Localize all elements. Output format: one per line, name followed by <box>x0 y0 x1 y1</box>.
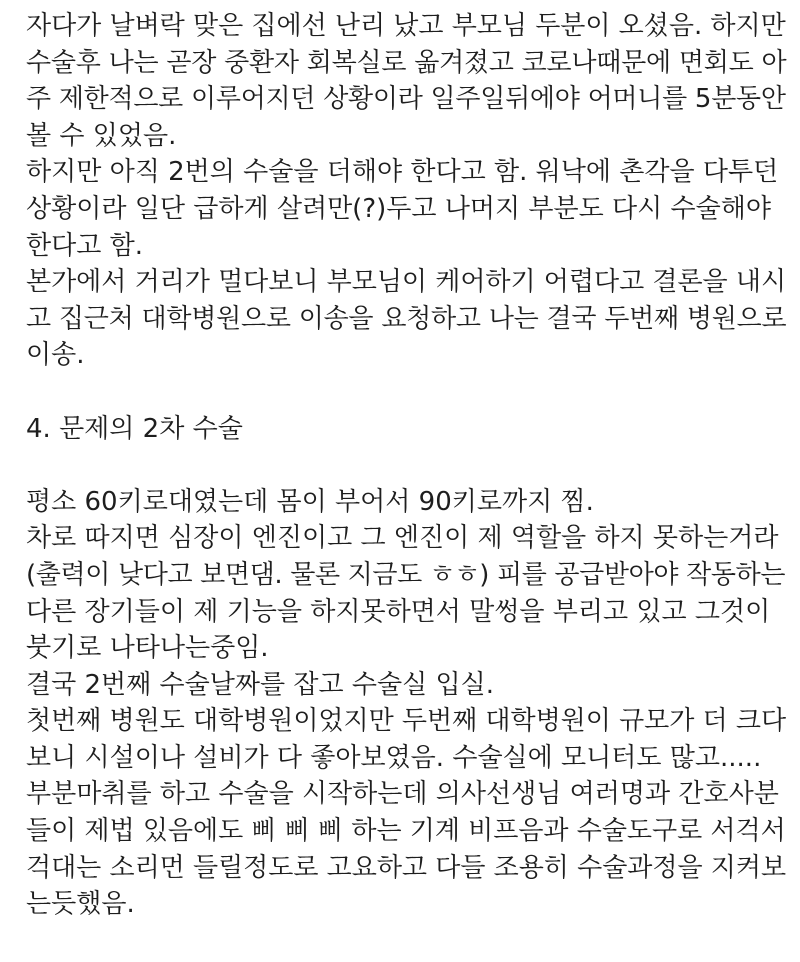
text-line: 첫번째 병원도 대학병원이었지만 두번째 대학병원이 규모가 더 크다 <box>26 706 787 737</box>
text-line: 결국 2번째 수술날짜를 잡고 수술실 입실. <box>26 669 494 700</box>
post-body <box>26 8 786 923</box>
text-line: 는듯했음. <box>26 889 135 920</box>
text-line: 이송. <box>26 340 85 371</box>
section-heading: 4. 문제의 2차 수술 <box>26 413 243 444</box>
text-line: 평소 60키로대였는데 몸이 부어서 90키로까지 찜. <box>26 486 594 517</box>
text-line: (출력이 낮다고 보면댐. 물론 지금도 ㅎㅎ) 피를 공급받아야 작동하는 <box>26 559 786 590</box>
text-line: 고 집근처 대학병원으로 이송을 요청하고 나는 결국 두번째 병원으로 <box>26 303 787 334</box>
text-line: 자다가 날벼락 맞은 집에선 난리 났고 부모님 두분이 오셨음. 하지만 <box>26 11 786 41</box>
text-line: 부분마취를 하고 수술을 시작하는데 의사선생님 여러명과 간호사분 <box>26 779 779 810</box>
text-line: 상황이라 일단 급하게 살려만(?)두고 나머지 부분도 다시 수술해야 <box>26 193 771 224</box>
text-line: 수술후 나는 곧장 중환자 회복실로 옮겨졌고 코로나때문에 면회도 아 <box>26 47 787 78</box>
text-line: 주 제한적으로 이루어지던 상황이라 일주일뒤에야 어머니를 5분동안 <box>26 84 786 115</box>
text-line: 볼 수 있었음. <box>26 120 177 151</box>
text-line: 보니 시설이나 설비가 다 좋아보였음. 수술실에 모니터도 많고..... <box>26 742 762 773</box>
blank-line <box>26 447 786 484</box>
text-line: 붓기로 나타나는중임. <box>26 633 269 664</box>
text-line: 차로 따지면 심장이 엔진이고 그 엔진이 제 역할을 하지 못하는거라 <box>26 523 779 554</box>
text-line: 한다고 함. <box>26 230 143 261</box>
blank-line <box>26 374 786 411</box>
text-line: 하지만 아직 2번의 수술을 더해야 한다고 함. 워낙에 촌각을 다투던 <box>26 157 779 188</box>
text-line: 들이 제법 있음에도 삐 삐 삐 하는 기계 비프음과 수술도구로 서걱서 <box>26 816 786 847</box>
text-line: 걱대는 소리먼 들릴정도로 고요하고 다들 조용히 수술과정을 지켜보 <box>26 852 787 883</box>
text-line: 본가에서 거리가 멀다보니 부모님이 케어하기 어렵다고 결론을 내시 <box>26 267 787 298</box>
text-line: 다른 장기들이 제 기능을 하지못하면서 말썽을 부리고 있고 그것이 <box>26 596 771 627</box>
